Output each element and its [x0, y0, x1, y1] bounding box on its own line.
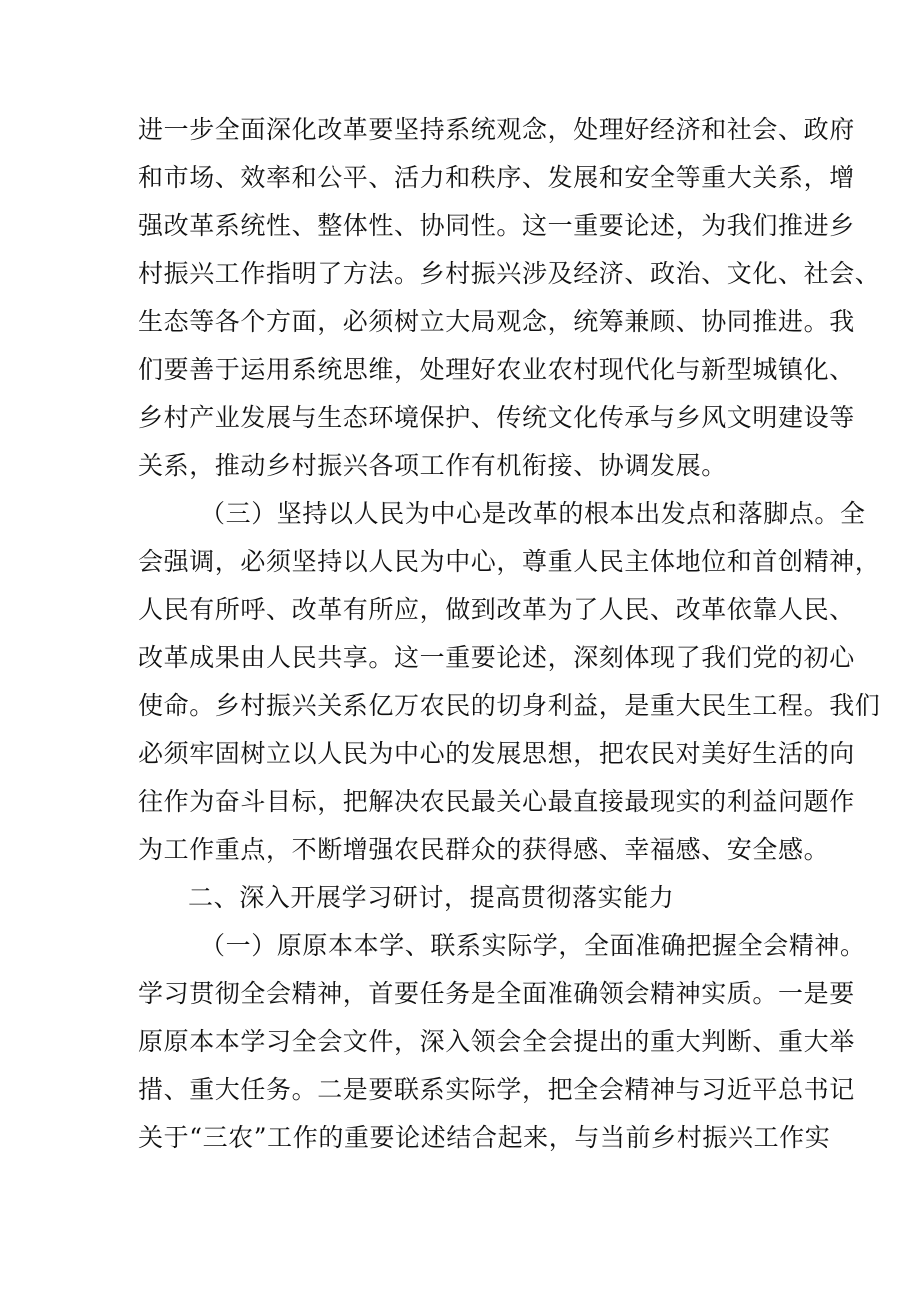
text-line: 措、重大任务。二是要联系实际学，把全会精神与习近平总书记 — [138, 1075, 855, 1104]
text-line: 们要善于运用系统思维，处理好农业农村现代化与新型城镇化、 — [138, 355, 855, 384]
text-line: 原原本本学习全会文件，深入领会全会提出的重大判断、重大举 — [138, 1027, 855, 1056]
paragraph-start: （一）原原本本学、联系实际学，全面准确把握全会精神。 — [200, 931, 866, 960]
text-line: 往作为奋斗目标，把解决农民最关心最直接最现实的利益问题作 — [138, 787, 855, 816]
text-line: 学习贯彻全会精神，首要任务是全面准确领会精神实质。一是要 — [138, 979, 855, 1008]
text-line: 和市场、效率和公平、活力和秩序、发展和安全等重大关系，增 — [138, 163, 855, 192]
text-line: 必须牢固树立以人民为中心的发展思想，把农民对美好生活的向 — [138, 739, 855, 768]
section-heading: 二、深入开展学习研讨，提高贯彻落实能力 — [188, 883, 675, 912]
text-line: 人民有所呼、改革有所应，做到改革为了人民、改革依靠人民、 — [138, 595, 855, 624]
text-line: 改革成果由人民共享。这一重要论述，深刻体现了我们党的初心 — [138, 643, 855, 672]
text-line: 关系，推动乡村振兴各项工作有机衔接、协调发展。 — [138, 451, 727, 480]
text-line: 强改革系统性、整体性、协同性。这一重要论述，为我们推进乡 — [138, 211, 855, 240]
text-line: 乡村产业发展与生态环境保护、传统文化传承与乡风文明建设等 — [138, 403, 855, 432]
text-line: 使命。乡村振兴关系亿万农民的切身利益，是重大民生工程。我们 — [138, 691, 881, 720]
text-line: 会强调，必须坚持以人民为中心，尊重人民主体地位和首创精神， — [138, 547, 881, 576]
paragraph-start: （三）坚持以人民为中心是改革的根本出发点和落脚点。全 — [200, 499, 866, 528]
text-line: 为工作重点，不断增强农民群众的获得感、幸福感、安全感。 — [138, 835, 830, 864]
text-line: 生态等各个方面，必须树立大局观念，统筹兼顾、协同推进。我 — [138, 307, 855, 336]
text-line: 村振兴工作指明了方法。乡村振兴涉及经济、政治、文化、社会、 — [138, 259, 881, 288]
text-line: 关于“三农”工作的重要论述结合起来，与当前乡村振兴工作实 — [138, 1123, 831, 1152]
text-line: 进一步全面深化改革要坚持系统观念，处理好经济和社会、政府 — [138, 115, 855, 144]
